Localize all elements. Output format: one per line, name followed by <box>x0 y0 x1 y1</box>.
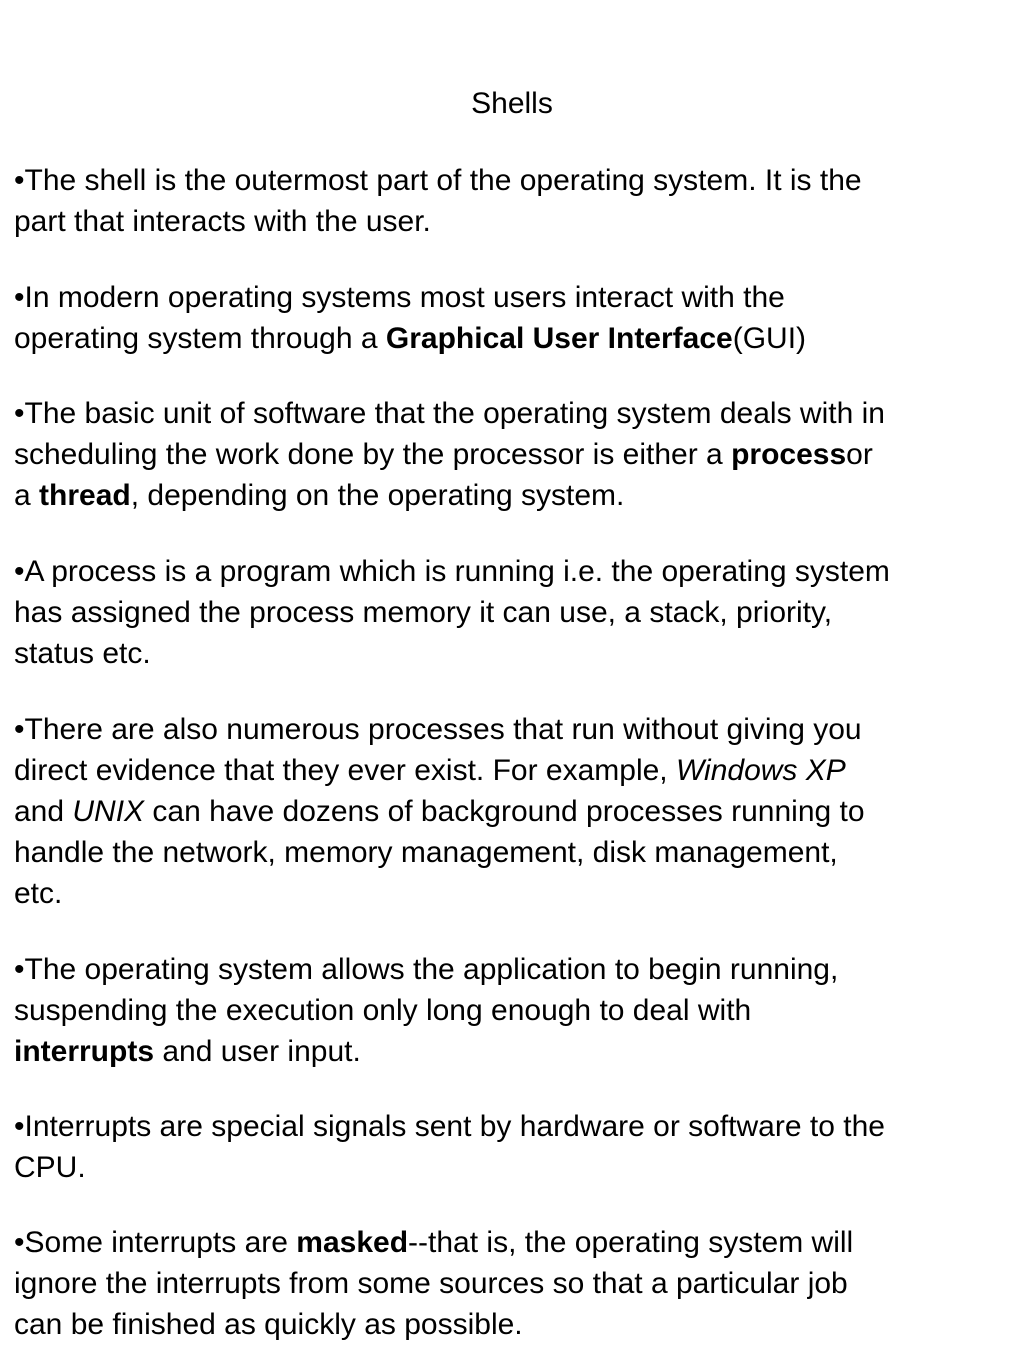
paragraph-text: and <box>14 795 73 828</box>
italic-term-unix: UNIX <box>72 795 145 828</box>
paragraph-line: CPU. <box>14 1151 86 1184</box>
paragraph-text: --that is, the operating system will <box>408 1226 854 1259</box>
paragraph-line: part that interacts with the user. <box>14 205 431 238</box>
paragraph-text: or <box>846 438 873 471</box>
paragraph-text: (GUI) <box>732 322 807 355</box>
bold-term-interrupts: interrupts <box>14 1035 155 1068</box>
bold-term-gui: Graphical User Interface <box>385 322 733 355</box>
bold-term-process: process <box>731 438 847 471</box>
paragraph-background-processes <box>14 709 1020 914</box>
paragraph-process-definition <box>14 551 1020 674</box>
italic-term-windows-xp: Windows XP <box>675 754 846 787</box>
paragraph-text: and user input. <box>154 1035 361 1068</box>
paragraph-line: •Interrupts are special signals sent by hardware or software to the <box>14 1110 885 1143</box>
paragraph-text: , depending on the operating system. <box>130 479 625 512</box>
bold-term-masked: masked <box>296 1226 409 1259</box>
paragraph-text: a <box>14 479 40 512</box>
slide-title: Shells <box>471 87 553 120</box>
paragraph-line: •The operating system allows the application to begin running, <box>14 953 839 986</box>
paragraph-line: •A process is a program which is running i.e. the operating system <box>14 555 890 588</box>
paragraph-line: •The shell is the outermost part of the operating system. It is the <box>14 164 862 197</box>
paragraph-text: direct evidence that they ever exist. For example, <box>14 754 676 787</box>
paragraph-line: etc. <box>14 877 63 910</box>
paragraph-line: status etc. <box>14 637 151 670</box>
paragraph-text: scheduling the work done by the processor is either a <box>14 438 732 471</box>
paragraph-process-thread <box>14 393 1020 516</box>
paragraph-interrupts-definition <box>14 1106 1020 1188</box>
paragraph-line: •The basic unit of software that the operating system deals with in <box>14 397 885 430</box>
paragraph-text: can have dozens of background processes running to <box>144 795 865 828</box>
paragraph-application-running <box>14 949 1020 1072</box>
paragraph-line: •There are also numerous processes that run without giving you <box>14 713 862 746</box>
paragraph-line: handle the network, memory management, disk management, <box>14 836 838 869</box>
paragraph-line: ignore the interrupts from some sources so that a particular job <box>14 1267 848 1300</box>
paragraph-line: suspending the execution only long enough to deal with <box>14 994 752 1027</box>
paragraph-masked-interrupts <box>14 1222 1020 1345</box>
paragraph-line: has assigned the process memory it can use, a stack, priority, <box>14 596 833 629</box>
paragraph-line: can be finished as quickly as possible. <box>14 1308 523 1341</box>
paragraph-gui <box>14 277 1020 359</box>
paragraph-text: operating system through a <box>14 322 386 355</box>
paragraph-text: •Some interrupts are <box>14 1226 297 1259</box>
bold-term-thread: thread <box>39 479 131 512</box>
paragraph-shell-definition <box>14 160 1020 242</box>
paragraph-line: •In modern operating systems most users interact with the <box>14 281 785 314</box>
